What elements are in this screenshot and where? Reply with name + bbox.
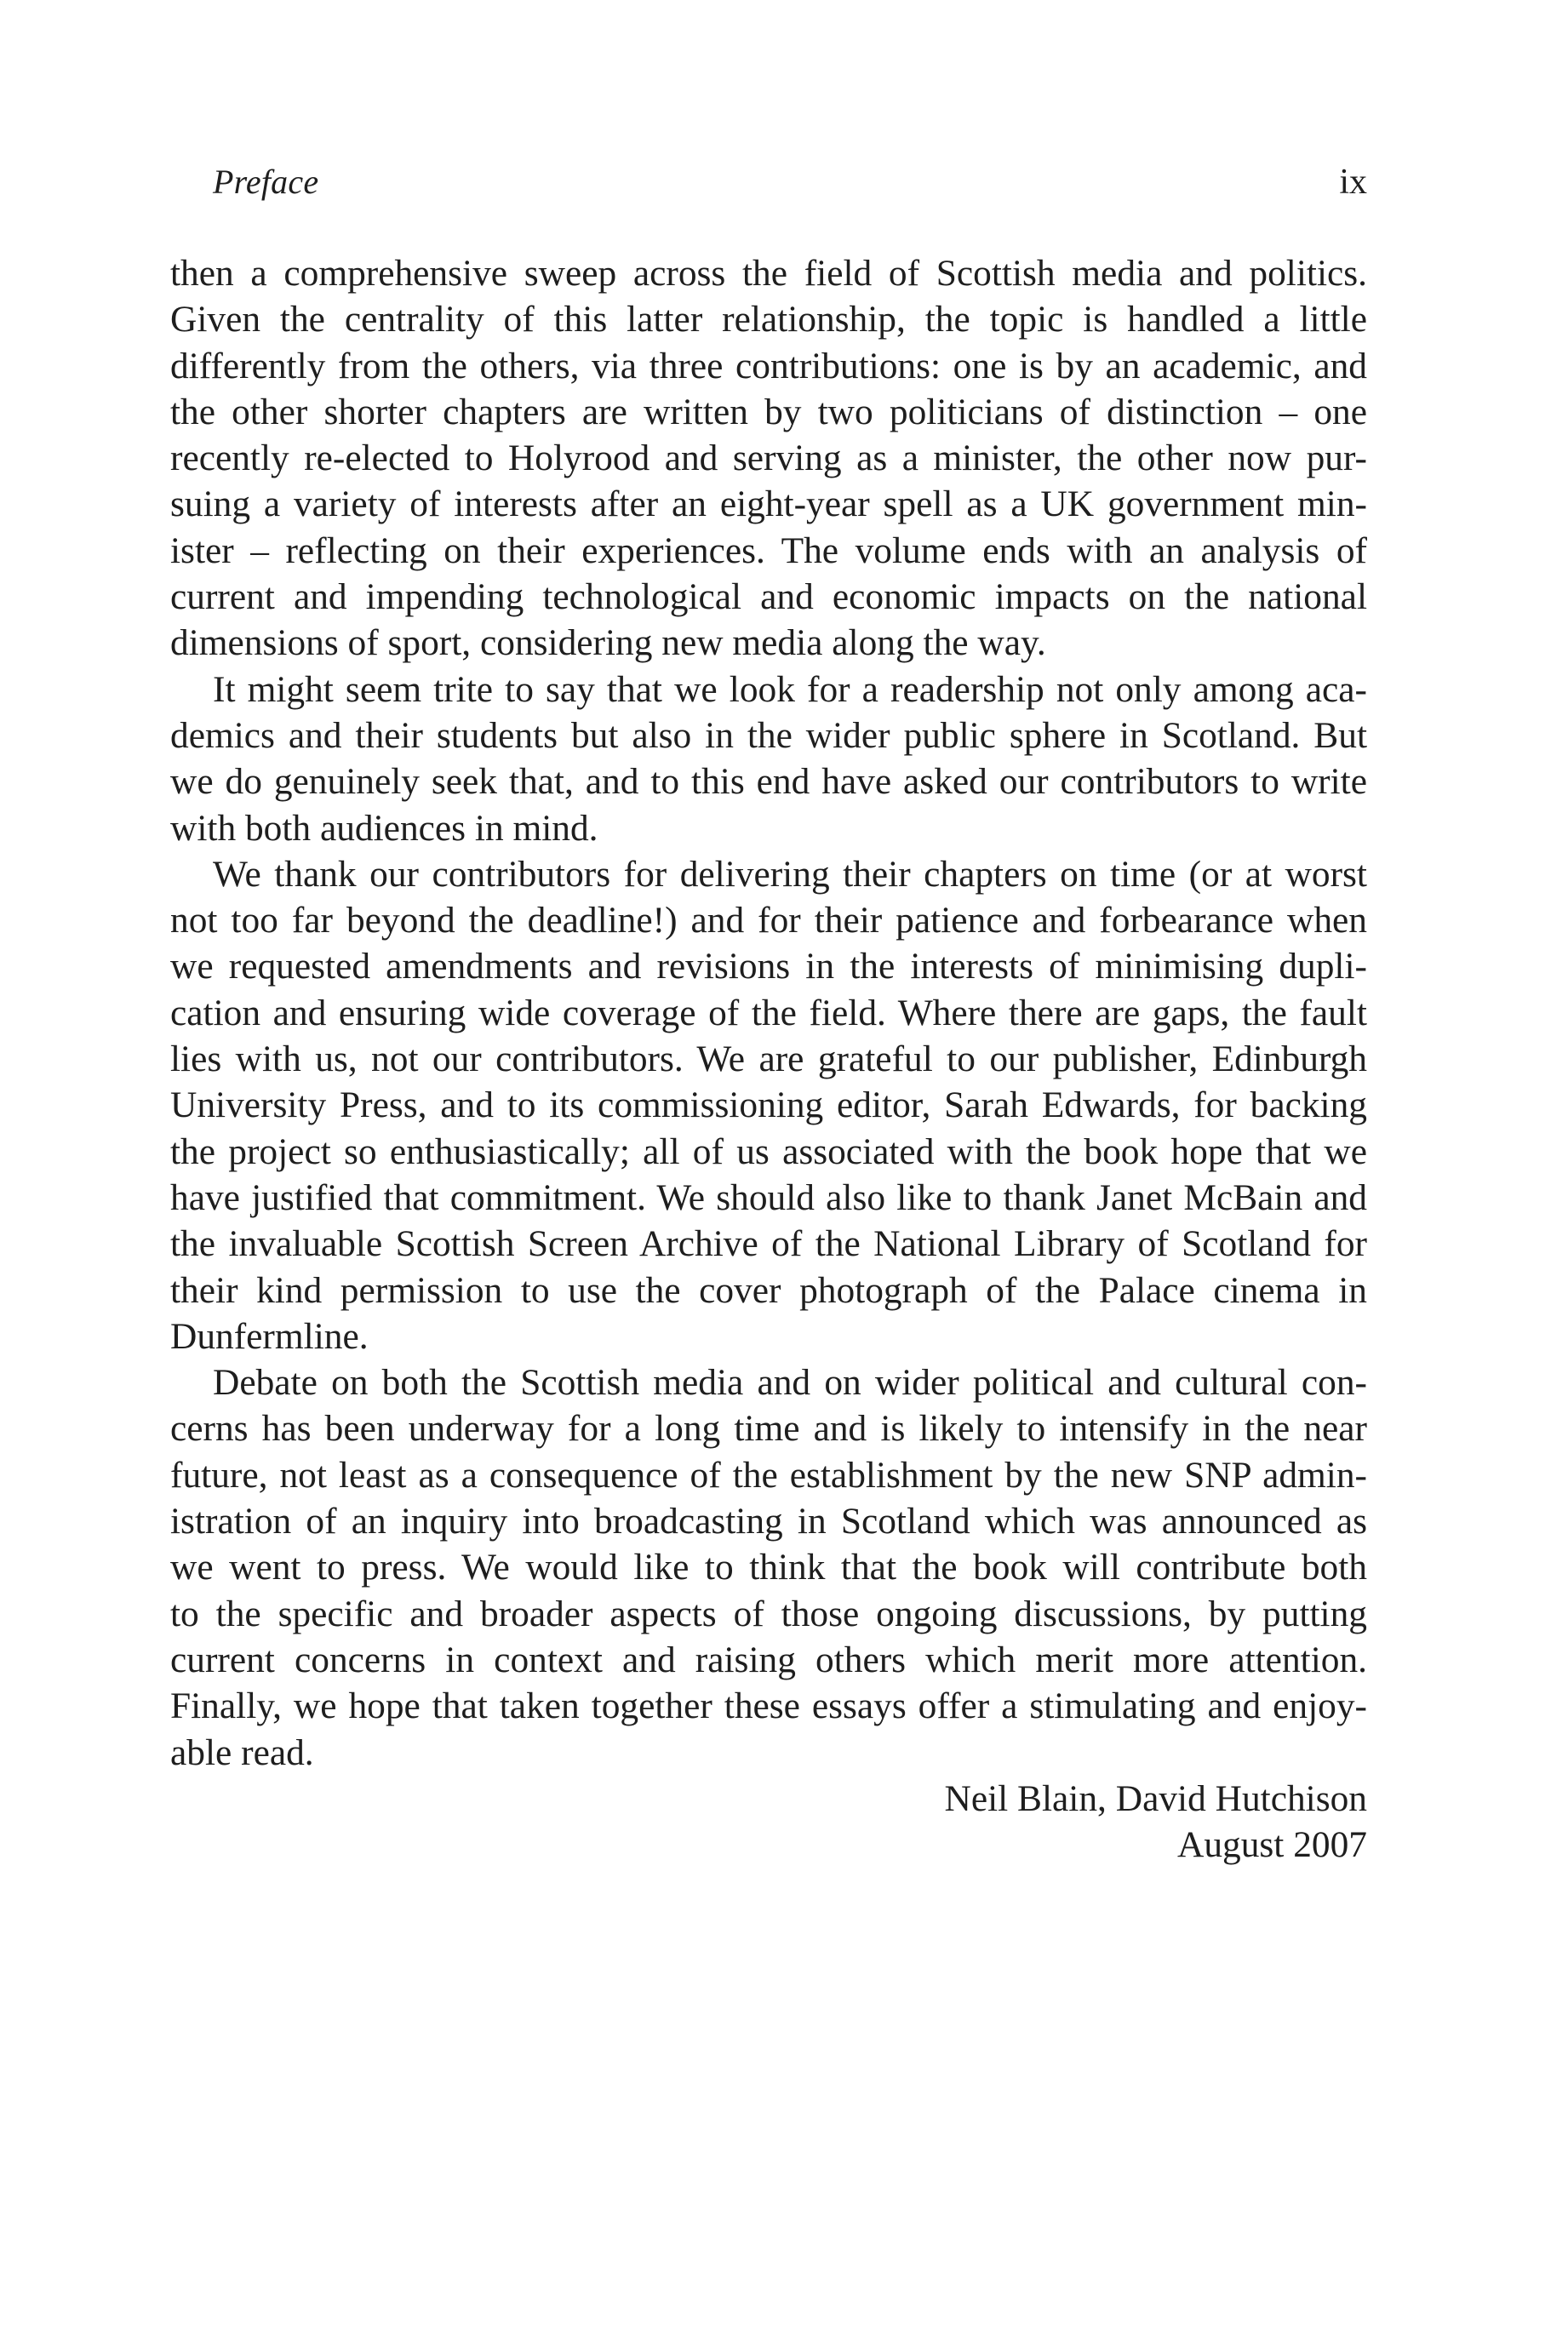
- text-line: the invaluable Scottish Screen Archive of the National Library of Scotland for: [170, 1223, 1367, 1265]
- preface-body: [170, 250, 1367, 1868]
- text-line: the other shorter chapters are written by two politicians of distinction – one: [170, 391, 1367, 432]
- text-line: then a comprehensive sweep across the field of Scottish media and politics.: [170, 253, 1367, 294]
- text-line: cation and ensuring wide coverage of the field. Where there are gaps, the fault: [170, 992, 1367, 1033]
- signature-date: August 2007: [1177, 1824, 1367, 1866]
- text-line: We thank our contributors for delivering their chapters on time (or at worst: [213, 853, 1367, 895]
- paragraph: [170, 250, 1367, 667]
- text-line: their kind permission to use the cover photograph of the Palace cinema in: [170, 1269, 1367, 1311]
- text-line: lies with us, not our contributors. We are grateful to our publisher, Edinburgh: [170, 1039, 1367, 1080]
- text-line: Finally, we hope that taken together these essays offer a stimulating and enjoy-: [170, 1685, 1367, 1727]
- text-line: not too far beyond the deadline!) and for their patience and forbearance when: [170, 900, 1367, 941]
- paragraph: [170, 667, 1367, 851]
- text-line: dimensions of sport, considering new media along the way.: [170, 622, 1046, 664]
- text-line: It might seem trite to say that we look for a readership not only among aca-: [213, 668, 1367, 710]
- text-line: differently from the others, via three contributions: one is by an academic, and: [170, 345, 1367, 386]
- text-line: future, not least as a consequence of the establishment by the new SNP admin-: [170, 1454, 1367, 1496]
- text-line: have justified that commitment. We should also like to thank Janet McBain and: [170, 1176, 1367, 1218]
- text-line: demics and their students but also in the wider public sphere in Scotland. But: [170, 714, 1367, 756]
- text-line: current and impending technological and economic impacts on the national: [170, 576, 1367, 618]
- signature-authors: Neil Blain, David Hutchison: [944, 1777, 1367, 1819]
- text-line: University Press, and to its commissioning editor, Sarah Edwards, for backing: [170, 1084, 1367, 1126]
- page-header: [170, 160, 1367, 211]
- paragraph: [170, 1359, 1367, 1776]
- page-number: ix: [1339, 163, 1367, 202]
- text-line: able read.: [170, 1731, 314, 1773]
- text-line: Given the centrality of this latter relationship, the topic is handled a little: [170, 299, 1367, 340]
- running-head: Preface: [213, 163, 319, 201]
- paragraph: [170, 851, 1367, 1359]
- text-line: istration of an inquiry into broadcasting in Scotland which was announced as: [170, 1501, 1367, 1542]
- text-line: recently re-elected to Holyrood and serving as a minister, the other now pur-: [170, 438, 1367, 479]
- text-line: Dunfermline.: [170, 1315, 369, 1357]
- text-line: to the specific and broader aspects of those ongoing discussions, by putting: [170, 1593, 1367, 1634]
- text-line: suing a variety of interests after an eight-year spell as a UK government min-: [170, 484, 1367, 525]
- text-line: current concerns in context and raising others which merit more attention.: [170, 1639, 1367, 1680]
- text-line: Debate on both the Scottish media and on wider political and cultural con-: [213, 1362, 1367, 1404]
- text-line: the project so enthusiastically; all of us associated with the book hope that we: [170, 1130, 1367, 1172]
- text-line: we do genuinely seek that, and to this end have asked our contributors to write: [170, 761, 1367, 803]
- signature-block: [170, 1776, 1367, 1868]
- text-line: ister – reflecting on their experiences. The volume ends with an analysis of: [170, 529, 1367, 571]
- text-line: cerns has been underway for a long time and is likely to intensify in the near: [170, 1408, 1367, 1450]
- text-line: we went to press. We would like to think that the book will contribute both: [170, 1547, 1367, 1588]
- text-line: with both audiences in mind.: [170, 807, 598, 849]
- text-line: we requested amendments and revisions in the interests of minimising dupli-: [170, 946, 1367, 987]
